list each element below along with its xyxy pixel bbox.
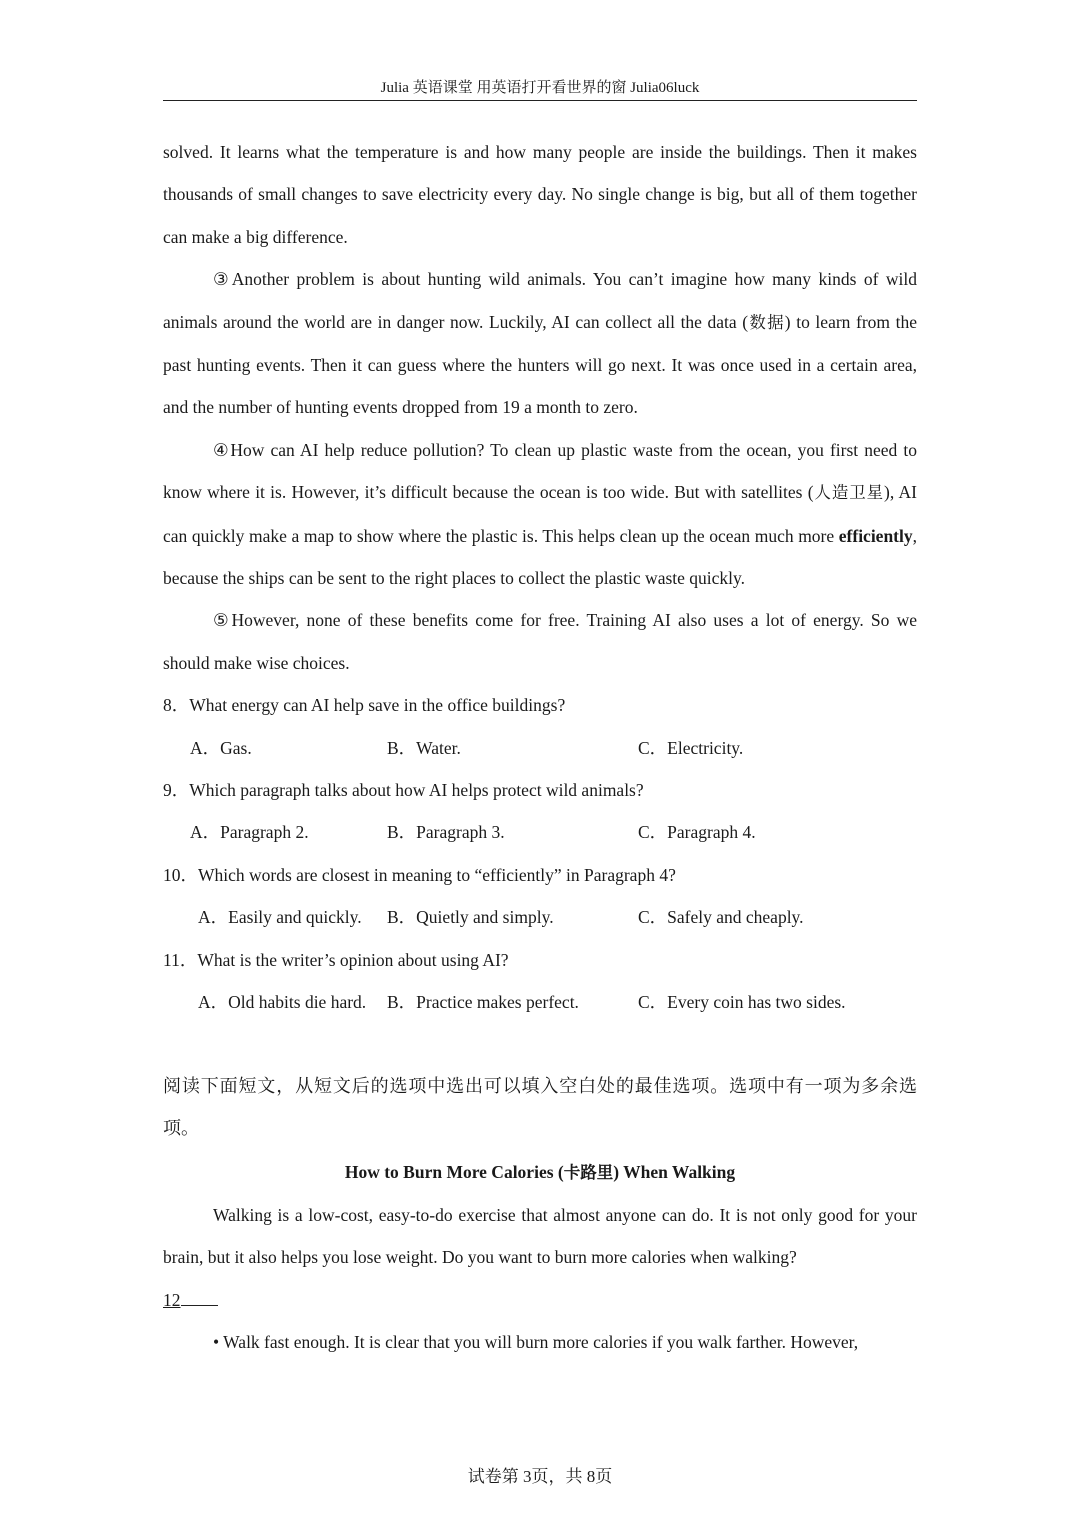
walking-intro-paragraph: Walking is a low-cost, easy-to-do exercise that almost anyone can do. It is not only good for your brain, but it also helps you lose weight. Do you want to burn more calories when walking? <box>163 1205 917 1268</box>
section-spacer <box>163 1023 917 1065</box>
blank-line[interactable] <box>181 1289 218 1306</box>
option-b[interactable]: B．Paragraph 3. <box>387 822 505 843</box>
paragraph-2-continued: solved. It learns what the temperature is and how many people are inside the buildings. Then it makes thousands of small changes to save electricity every day. No single change is big, but all of them together can make a big difference. <box>163 142 917 247</box>
question-9-stem: 9．Which paragraph talks about how AI helps protect wild animals? <box>163 780 644 801</box>
title-text-a: How to Burn More Calories ( <box>344 1161 564 1182</box>
title-text-b: ) When Walking <box>613 1161 736 1182</box>
paragraph-4 <box>163 429 917 600</box>
title-gloss: 卡路里 <box>563 1162 614 1182</box>
paragraph-4-gloss: 人造卫星 <box>813 483 885 503</box>
option-b[interactable]: B．Water. <box>387 737 461 758</box>
question-9-options <box>163 811 917 853</box>
option-b[interactable]: B．Quietly and simply. <box>387 907 554 928</box>
question-10-stem: 10．Which words are closest in meaning to “efficiently” in Paragraph 4? <box>163 864 676 885</box>
question-11-stem: 11．What is the writer’s opinion about using AI? <box>163 949 509 970</box>
paragraph-3-text-b: ) to learn from the past hunting events. Then it can guess where the hunters will go next. It was once used in a certain area, and the number of hunting events dropped from 19 a month to zero. <box>163 311 918 418</box>
option-c[interactable]: C．Paragraph 4. <box>638 822 756 843</box>
question-10-options <box>163 896 917 938</box>
option-c[interactable]: C．Electricity. <box>638 737 744 758</box>
bullet-point: • Walk fast enough. It is clear that you will burn more calories if you walk farther. However, <box>213 1332 859 1353</box>
option-b[interactable]: B．Practice makes perfect. <box>387 992 579 1013</box>
paragraph-3-text-a: ③Another problem is about hunting wild animals. You can’t imagine how many kinds of wild animals around the world are in danger now. Luckily, AI can collect all the data ( <box>163 269 917 332</box>
paragraph-4-text-b: ), AI can quickly make a map to show where the plastic is. This helps clean up the ocean much more <box>163 482 918 546</box>
blank-number: 12 <box>163 1289 181 1310</box>
question-11-options <box>163 981 917 1023</box>
blank-12 <box>163 1279 917 1321</box>
option-a[interactable]: A．Paragraph 2. <box>190 822 309 843</box>
page-content <box>163 131 917 1364</box>
paragraph-3-gloss: 数据 <box>748 312 785 332</box>
passage-title <box>163 1151 917 1194</box>
option-c[interactable]: C．Every coin has two sides. <box>638 992 846 1013</box>
question-8-stem: 8．What energy can AI help save in the office buildings? <box>163 695 566 716</box>
paragraph-4-text-a: ④How can AI help reduce pollution? To clean up plastic waste from the ocean, you first need to know where it is. However, it’s difficult because the ocean is too wide. But with satellites ( <box>163 439 917 503</box>
paragraph-5: ⑤However, none of these benefits come for free. Training AI also uses a lot of energy. So we should make wise choices. <box>163 610 917 673</box>
question-8-options <box>163 727 917 769</box>
option-a[interactable]: A．Gas. <box>190 737 252 758</box>
header-rule <box>163 100 917 101</box>
section-instruction: 阅读下面短文，从短文后的选项中选出可以填入空白处的最佳选项。选项中有一项为多余选项。 <box>163 1075 917 1140</box>
paragraph-3 <box>163 258 917 429</box>
option-a[interactable]: A．Easily and quickly. <box>198 907 362 928</box>
page-header: Julia 英语课堂 用英语打开看世界的窗 Julia06luck <box>380 80 700 96</box>
option-a[interactable]: A．Old habits die hard. <box>198 992 367 1013</box>
paragraph-4-text-c: , because the ships can be sent to the right places to collect the plastic waste quickly. <box>163 525 917 589</box>
option-c[interactable]: C．Safely and cheaply. <box>638 907 804 928</box>
page-footer: 试卷第 3页，共 8页 <box>467 1467 613 1486</box>
paragraph-4-bold-word: efficiently <box>838 525 913 546</box>
